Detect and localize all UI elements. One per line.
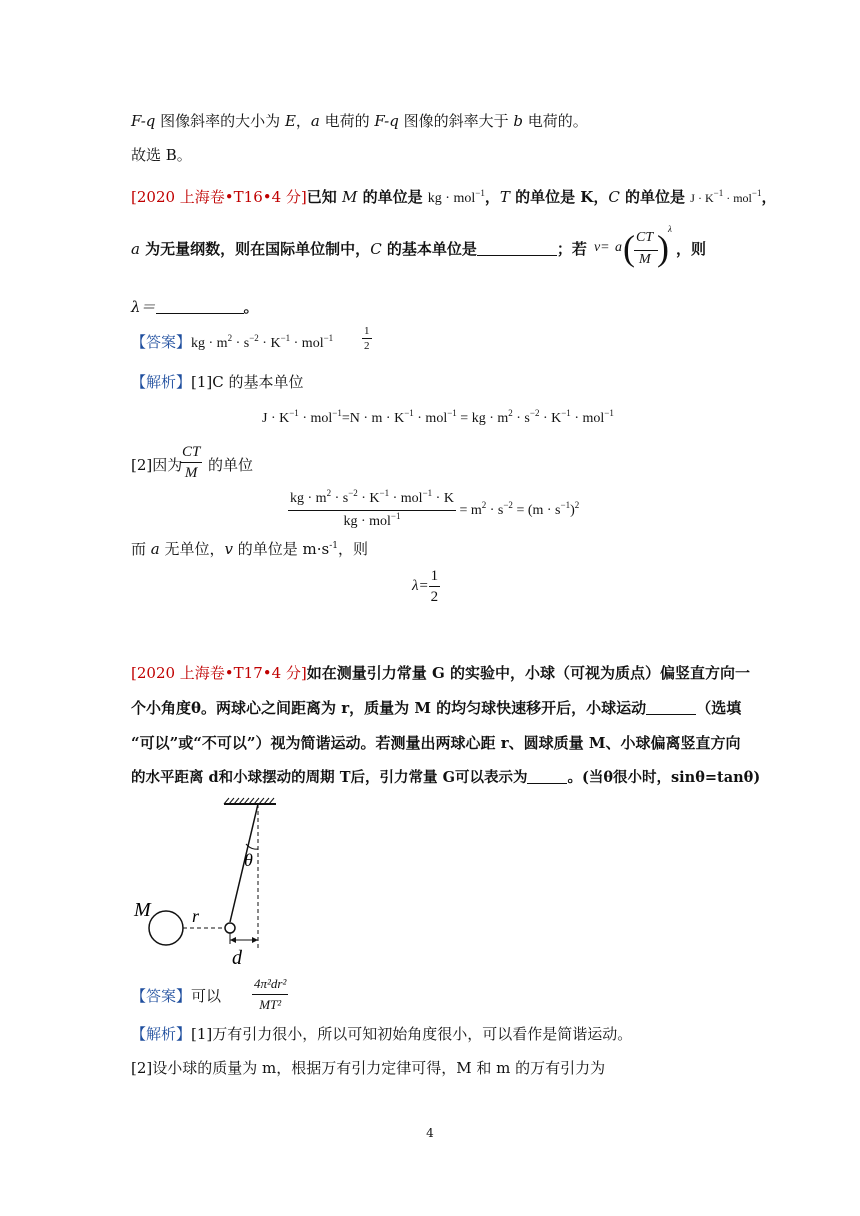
arrowhead-right bbox=[252, 937, 258, 943]
frac-den: MT² bbox=[259, 997, 282, 1012]
text: [2]因为 bbox=[131, 456, 183, 474]
equation-1 bbox=[262, 408, 614, 430]
text: ， bbox=[761, 188, 777, 206]
text: λ= bbox=[412, 578, 429, 594]
text: ；若 bbox=[556, 240, 587, 258]
answer-blank[interactable] bbox=[477, 241, 557, 256]
text: 的单位 bbox=[208, 456, 254, 474]
text: · mol bbox=[298, 411, 333, 426]
q17-analysis-2: [2]设小球的质量为 m，根据万有引力定律可得，M 和 m 的万有引力为 bbox=[131, 1059, 606, 1077]
exp: −1 bbox=[604, 408, 614, 418]
text: · s bbox=[512, 411, 530, 426]
q16-line-3 bbox=[131, 296, 259, 318]
text: = kg · m bbox=[456, 411, 509, 426]
exp: −1 bbox=[404, 408, 414, 418]
text: a bbox=[310, 112, 320, 130]
text: · K bbox=[258, 336, 281, 351]
answer-blank[interactable] bbox=[646, 700, 696, 715]
analysis-label: 【解析】 bbox=[131, 373, 192, 391]
text: 图像的斜率大于 bbox=[398, 112, 514, 130]
text: 如在测量引力常量 G 的实验中，小球（可视为质点）偏竖直方向一 bbox=[306, 664, 751, 682]
frac-den: 2 bbox=[430, 589, 439, 605]
exp: -1 bbox=[329, 541, 339, 551]
exp: −1 bbox=[475, 188, 485, 198]
text: 。(当θ很小时，sinθ=tanθ) bbox=[567, 769, 761, 786]
exp: −1 bbox=[751, 188, 762, 198]
q17-answer bbox=[131, 985, 221, 1007]
text: 无单位， bbox=[159, 540, 225, 558]
text: [1]C 的基本单位 bbox=[191, 373, 304, 391]
text: M bbox=[341, 188, 358, 206]
text: ， bbox=[484, 188, 500, 206]
exp: −1 bbox=[323, 333, 334, 343]
text: = bbox=[601, 240, 609, 255]
exp: −1 bbox=[422, 488, 433, 498]
exp: −1 bbox=[280, 333, 291, 343]
q16-analysis-2 bbox=[131, 454, 182, 476]
text: · mol bbox=[389, 491, 423, 506]
text: 的单位是 bbox=[357, 188, 428, 206]
text: 的单位是 m·s bbox=[233, 540, 330, 558]
exp: −1 bbox=[447, 408, 457, 418]
ct-over-m bbox=[180, 442, 202, 483]
text: a bbox=[150, 540, 160, 558]
exp: −2 bbox=[348, 488, 358, 498]
text: （选填 bbox=[696, 699, 742, 717]
label-theta: θ bbox=[244, 850, 253, 870]
text: · K bbox=[357, 491, 380, 506]
big-sphere bbox=[149, 911, 183, 945]
answer-formula bbox=[252, 974, 288, 1015]
text: 图像斜率的大小为 bbox=[155, 112, 285, 130]
text: 的单位是 K， bbox=[509, 188, 609, 206]
text: λ＝ bbox=[131, 298, 156, 316]
text: C bbox=[608, 188, 620, 206]
q17-line-1 bbox=[131, 662, 750, 684]
frac-num: CT bbox=[636, 230, 654, 245]
q16-line-1 bbox=[131, 186, 776, 210]
text: 。 bbox=[243, 298, 259, 316]
frac-den: 2 bbox=[364, 340, 370, 352]
text: kg · m bbox=[290, 491, 327, 506]
text: · s bbox=[486, 502, 504, 518]
q16-line-2-end: ，则 bbox=[676, 240, 707, 258]
q16-answer bbox=[131, 331, 333, 355]
exp: −1 bbox=[713, 188, 724, 198]
text: 电荷的。 bbox=[522, 112, 588, 130]
text: ， bbox=[295, 112, 311, 130]
exp: −1 bbox=[561, 408, 571, 418]
frac-den: M bbox=[639, 252, 651, 267]
exp: −1 bbox=[390, 511, 401, 521]
text: C bbox=[370, 240, 382, 258]
text: =N · m · K bbox=[341, 411, 405, 426]
text: a bbox=[615, 240, 622, 255]
text: v bbox=[224, 540, 233, 558]
text: [1]万有引力很小，所以可知初始角度很小，可以看作是简谐运动。 bbox=[191, 1025, 633, 1043]
text: T bbox=[499, 188, 510, 206]
unit-text: J · K bbox=[690, 191, 714, 205]
exp: −1 bbox=[332, 408, 342, 418]
frac-num: CT bbox=[180, 442, 202, 463]
text: 已知 bbox=[306, 188, 342, 206]
text: 的基本单位是 bbox=[381, 240, 477, 258]
q16-analysis-3 bbox=[131, 538, 368, 560]
q16-analysis-1 bbox=[131, 371, 304, 393]
label-r: r bbox=[192, 906, 200, 926]
small-ball bbox=[225, 923, 235, 933]
answer-label: 【答案】 bbox=[131, 333, 192, 351]
exp: −1 bbox=[379, 488, 390, 498]
exp: 2 bbox=[574, 499, 580, 510]
text: · mol bbox=[570, 411, 605, 426]
exp: 2 bbox=[227, 333, 233, 343]
text: = m bbox=[455, 502, 482, 518]
q16-tag: [2020 上海卷•T16•4 分] bbox=[131, 188, 307, 206]
text: 而 bbox=[131, 540, 151, 558]
exp: −2 bbox=[529, 408, 540, 418]
text: 的单位是 bbox=[619, 188, 691, 206]
intro-line-1 bbox=[131, 110, 588, 132]
arrowhead-left bbox=[230, 937, 236, 943]
text: = (m · s bbox=[512, 502, 561, 518]
exp: −1 bbox=[289, 408, 299, 418]
equation-3 bbox=[412, 566, 440, 607]
text: a bbox=[131, 240, 140, 258]
exp: 2 bbox=[508, 408, 513, 418]
text: 个小角度θ。两球心之间距离为 r，质量为 M 的均匀球快速移开后，小球运动 bbox=[131, 699, 647, 717]
frac-num: 1 bbox=[364, 325, 370, 337]
text: ) bbox=[570, 502, 575, 518]
text: 电荷的 bbox=[319, 112, 375, 130]
text: ，则 bbox=[338, 540, 369, 558]
paren-left: ( bbox=[623, 228, 635, 268]
text: E bbox=[284, 112, 296, 130]
pendulum-figure bbox=[120, 794, 300, 974]
q17-line-3: “可以”或“不可以”）视为简谐运动。若测量出两球心距 r、圆球质量 M、小球偏离竖直方向 bbox=[131, 734, 741, 752]
text: F-q bbox=[374, 112, 399, 130]
frac-bar bbox=[634, 250, 658, 251]
label-d: d bbox=[232, 947, 242, 969]
text: kg · m bbox=[191, 336, 228, 351]
text: 为无量纲数，则在国际单位制中， bbox=[139, 240, 371, 258]
unit-text: kg · mol bbox=[427, 191, 476, 206]
answer-blank[interactable] bbox=[527, 769, 567, 784]
text: 可以 bbox=[191, 987, 222, 1005]
text: · s bbox=[232, 336, 250, 351]
label-M: M bbox=[134, 899, 151, 921]
exp: −2 bbox=[503, 499, 513, 510]
text: F-q bbox=[131, 112, 156, 130]
exp: 2 bbox=[326, 488, 332, 498]
text: 的水平距离 d和小球摆动的周期 T后，引力常量 G可以表示为 bbox=[131, 769, 528, 786]
exp: 2 bbox=[481, 499, 487, 510]
text: b bbox=[513, 112, 523, 130]
frac-den: M bbox=[184, 465, 198, 481]
text: · mol bbox=[413, 411, 448, 426]
text: · K bbox=[539, 411, 562, 426]
unit-text: · mol bbox=[723, 191, 752, 205]
q16-line-2 bbox=[131, 238, 587, 260]
q17-line-2 bbox=[131, 697, 741, 719]
answer-fraction bbox=[362, 324, 372, 353]
page-number: 4 bbox=[426, 1126, 434, 1140]
text: · s bbox=[331, 491, 349, 506]
frac-num: 1 bbox=[429, 566, 441, 587]
text: J · K bbox=[262, 411, 290, 426]
exponent: λ bbox=[668, 224, 672, 234]
q17-tag: [2020 上海卷•T17•4 分] bbox=[131, 664, 307, 682]
q17-analysis-1 bbox=[131, 1023, 632, 1045]
text: · K bbox=[432, 491, 454, 506]
intro-line-2: 故选 B。 bbox=[131, 146, 192, 164]
equation-2 bbox=[288, 488, 579, 533]
text: v bbox=[594, 240, 601, 255]
exp: −2 bbox=[249, 333, 259, 343]
frac-num: 4π²dr² bbox=[252, 974, 288, 995]
answer-label: 【答案】 bbox=[131, 987, 192, 1005]
analysis-label: 【解析】 bbox=[131, 1025, 192, 1043]
paren-right: ) bbox=[657, 228, 669, 268]
text: · mol bbox=[290, 336, 324, 351]
answer-blank[interactable] bbox=[156, 299, 244, 314]
q17-line-4 bbox=[131, 767, 760, 789]
text: kg · mol bbox=[343, 514, 391, 529]
exp: −1 bbox=[560, 499, 571, 510]
